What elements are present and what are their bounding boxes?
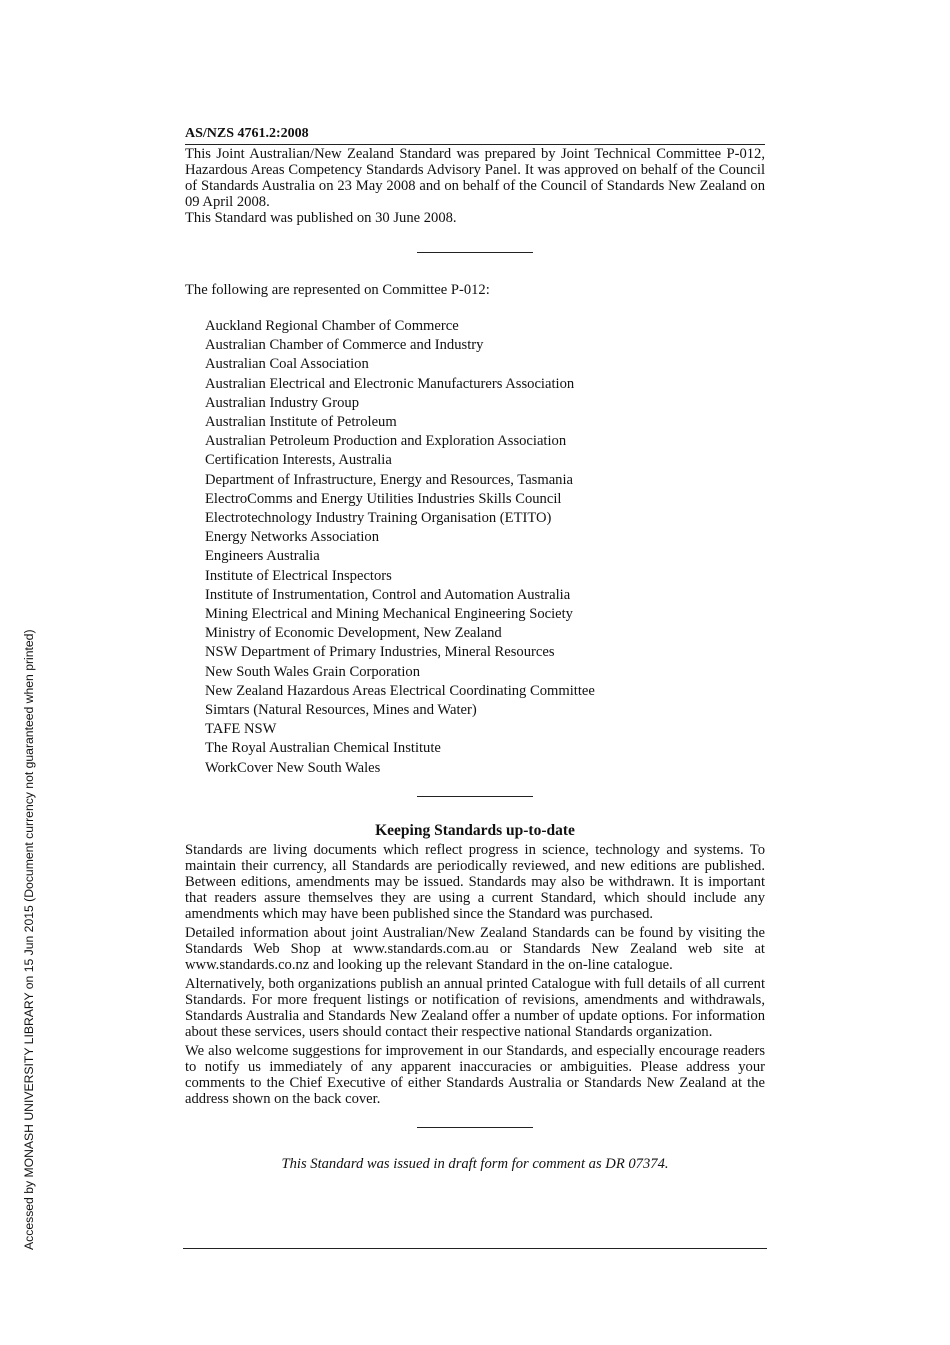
list-item: New Zealand Hazardous Areas Electrical Coordinating Committee: [205, 682, 595, 699]
list-item: Australian Institute of Petroleum: [205, 414, 397, 431]
committee-member-list: [205, 317, 765, 778]
published-line: This Standard was published on 30 June 2008.: [185, 210, 457, 226]
bottom-rule: [183, 1248, 767, 1249]
list-item: Institute of Electrical Inspectors: [205, 567, 392, 584]
list-item: Auckland Regional Chamber of Commerce: [205, 318, 459, 334]
access-watermark: Accessed by MONASH UNIVERSITY LIBRARY on 15 Jun 2015 (Document currency not guaranteed when printed): [22, 629, 36, 1250]
list-item: Institute of Instrumentation, Control and Automation Australia: [205, 586, 571, 603]
keeping-paragraph: Alternatively, both organizations publish an annual printed Catalogue with full details of all current Standards. For more frequent listings or notification of revisions, amendments and withdrawals, Standards Australia and Standards New Zealand offer a number of update options. For information about these services, users should contact their respective national Standards organization.: [185, 975, 765, 1040]
section-divider: [417, 1127, 533, 1128]
keeping-body: [185, 842, 765, 1107]
list-item: WorkCover New South Wales: [205, 759, 381, 776]
section-divider: [417, 252, 533, 253]
keeping-heading: Keeping Standards up-to-date: [375, 821, 575, 839]
list-item: Australian Chamber of Commerce and Industry: [205, 337, 484, 354]
list-item: Simtars (Natural Resources, Mines and Water): [205, 702, 477, 719]
list-item: Engineers Australia: [205, 548, 320, 565]
list-item: The Royal Australian Chemical Institute: [205, 740, 441, 757]
list-item: Electrotechnology Industry Training Organisation (ETITO): [205, 510, 552, 527]
list-item: Australian Electrical and Electronic Manufacturers Association: [205, 375, 575, 392]
list-item: Australian Coal Association: [205, 356, 369, 373]
list-item: Mining Electrical and Mining Mechanical Engineering Society: [205, 606, 573, 623]
standard-number: AS/NZS 4761.2:2008: [185, 126, 765, 145]
keeping-paragraph: Detailed information about joint Australian/New Zealand Standards can be found by visiting the Standards Web Shop at www.standards.com.au or Standards New Zealand web site at www.standards.co.nz and looking up the relevant Standard in the on-line catalogue.: [185, 924, 765, 973]
intro-paragraph: This Joint Australian/New Zealand Standard was prepared by Joint Technical Committee P-012, Hazardous Areas Competency Standards Advisory Panel. It was approved on behalf of the Council of Standards Australia on 23 May 2008 and on behalf of the Council of Standards New Zealand on 09 April 2008.: [185, 146, 765, 210]
represented-intro: The following are represented on Committee P-012:: [185, 282, 490, 298]
list-item: Ministry of Economic Development, New Zealand: [205, 625, 502, 642]
list-item: Australian Petroleum Production and Exploration Association: [205, 433, 567, 450]
list-item: NSW Department of Primary Industries, Mineral Resources: [205, 644, 555, 661]
keeping-paragraph: We also welcome suggestions for improvement in our Standards, and especially encourage readers to notify us immediately of any apparent inaccuracies or ambiguities. Please address your comments to the Chief Executive of either Standards Australia or Standards New Zealand at the address shown on the back cover.: [185, 1042, 765, 1107]
list-item: Energy Networks Association: [205, 529, 380, 546]
list-item: Department of Infrastructure, Energy and Resources, Tasmania: [205, 471, 574, 488]
list-item: ElectroComms and Energy Utilities Industries Skills Council: [205, 490, 562, 507]
list-item: TAFE NSW: [205, 721, 277, 738]
draft-note: This Standard was issued in draft form for comment as DR 07374.: [281, 1155, 669, 1172]
keeping-paragraph: Standards are living documents which reflect progress in science, technology and systems. To maintain their currency, all Standards are periodically reviewed, and new editions are published. Between editions, amendments may be issued. Standards may also be withdrawn. It is important that readers assure themselves they are using a current Standard, which should include any amendments which may have been published since the Standard was purchased.: [185, 841, 765, 922]
list-item: Australian Industry Group: [205, 394, 360, 411]
document-page: [185, 126, 765, 1172]
list-item: Certification Interests, Australia: [205, 452, 392, 469]
list-item: New South Wales Grain Corporation: [205, 663, 420, 680]
section-divider: [417, 796, 533, 797]
